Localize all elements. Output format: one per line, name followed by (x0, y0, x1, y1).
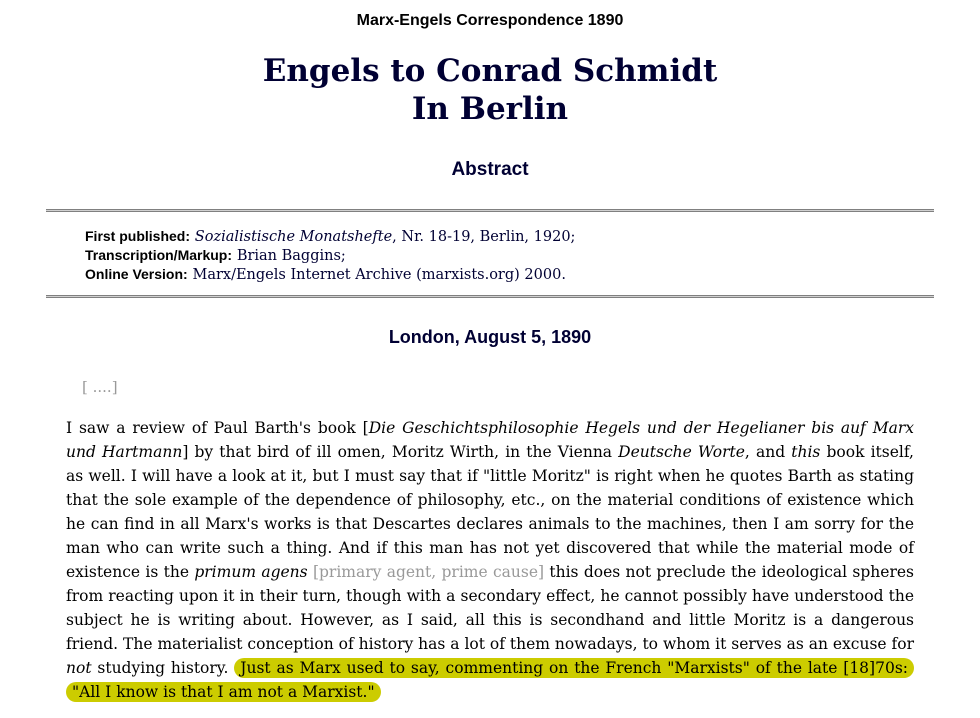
transcription-line (85, 246, 575, 265)
emphasis-not: not (66, 659, 92, 677)
online-version-label: Online Version: (85, 266, 188, 282)
latin-term: primum agens (194, 563, 308, 581)
series-title: Marx-Engels Correspondence 1890 (356, 12, 624, 29)
letter-paragraph: I saw a review of Paul Barth's book [Die Geschichtsphilosophie Hegels und der Hegelianer bis auf Marx und Hartmann] by that bird of ill omen, Moritz Wirth, in the Vienna Deutsche Worte, and this book itself, as well. I will have a look at it, but I must say that if "little Moritz" is right when he quotes Barth as stating that the sole example of the dependence of philosophy, etc., on the material conditions of existence which he can find in all Marx's works is that Descartes declares animals to the machines, then I am sorry for the man who can write such a thing. And if this man has not yet discovered that while the material mode of existence is the primum agens [primary agent, prime cause] this does not preclude the ideological spheres from reacting upon it in their turn, though with a secondary effect, he cannot possibly have understood the subject he is writing about. However, as I said, all this is secondhand and little Moritz is a dangerous friend. The materialist conception of history has a lot of them nowadays, to whom it serves as an excuse for not studying history. Just as Marx used to say, commenting on the French "Marxists" of the late [18]70s: "All I know is that I am not a Marxist." (66, 419, 914, 701)
title-line-1: Engels to Conrad Schmidt (262, 53, 718, 89)
online-version-line (85, 265, 575, 284)
first-published-details: , Nr. 18-19, Berlin, 1920; (392, 229, 576, 245)
journal-name: Sozialistische Monatshefte (194, 229, 393, 245)
top-divider (46, 209, 934, 211)
title-line-2: In Berlin (411, 91, 569, 127)
first-published-line (85, 227, 575, 246)
letter-dateline: London, August 5, 1890 (388, 327, 592, 347)
highlighted-quote[interactable]: Just as Marx used to say, commenting on the French "Marxists" of the late [18]70s: "All I know is that I am not a Marxist." (66, 658, 914, 702)
book-title: Die Geschichtsphilosophie Hegels und der Hegelianer bis auf Marx und Hartmann (66, 419, 914, 461)
editorial-gloss: [primary agent, prime cause] (312, 563, 545, 581)
transcription-label: Transcription/Markup: (85, 247, 233, 263)
transcription-value: Brian Baggins; (236, 248, 346, 264)
page-title (0, 52, 980, 128)
online-version-value: Marx/Engels Internet Archive (marxists.org) 2000. (192, 267, 566, 283)
first-published-label: First published: (85, 228, 190, 244)
abstract-heading: Abstract (451, 159, 529, 180)
emphasis-this: this (791, 443, 821, 461)
publication-info (85, 227, 575, 284)
journal-title: Deutsche Worte (618, 443, 745, 461)
bottom-divider (46, 295, 934, 297)
omission-marker: [ ....] (82, 378, 118, 396)
